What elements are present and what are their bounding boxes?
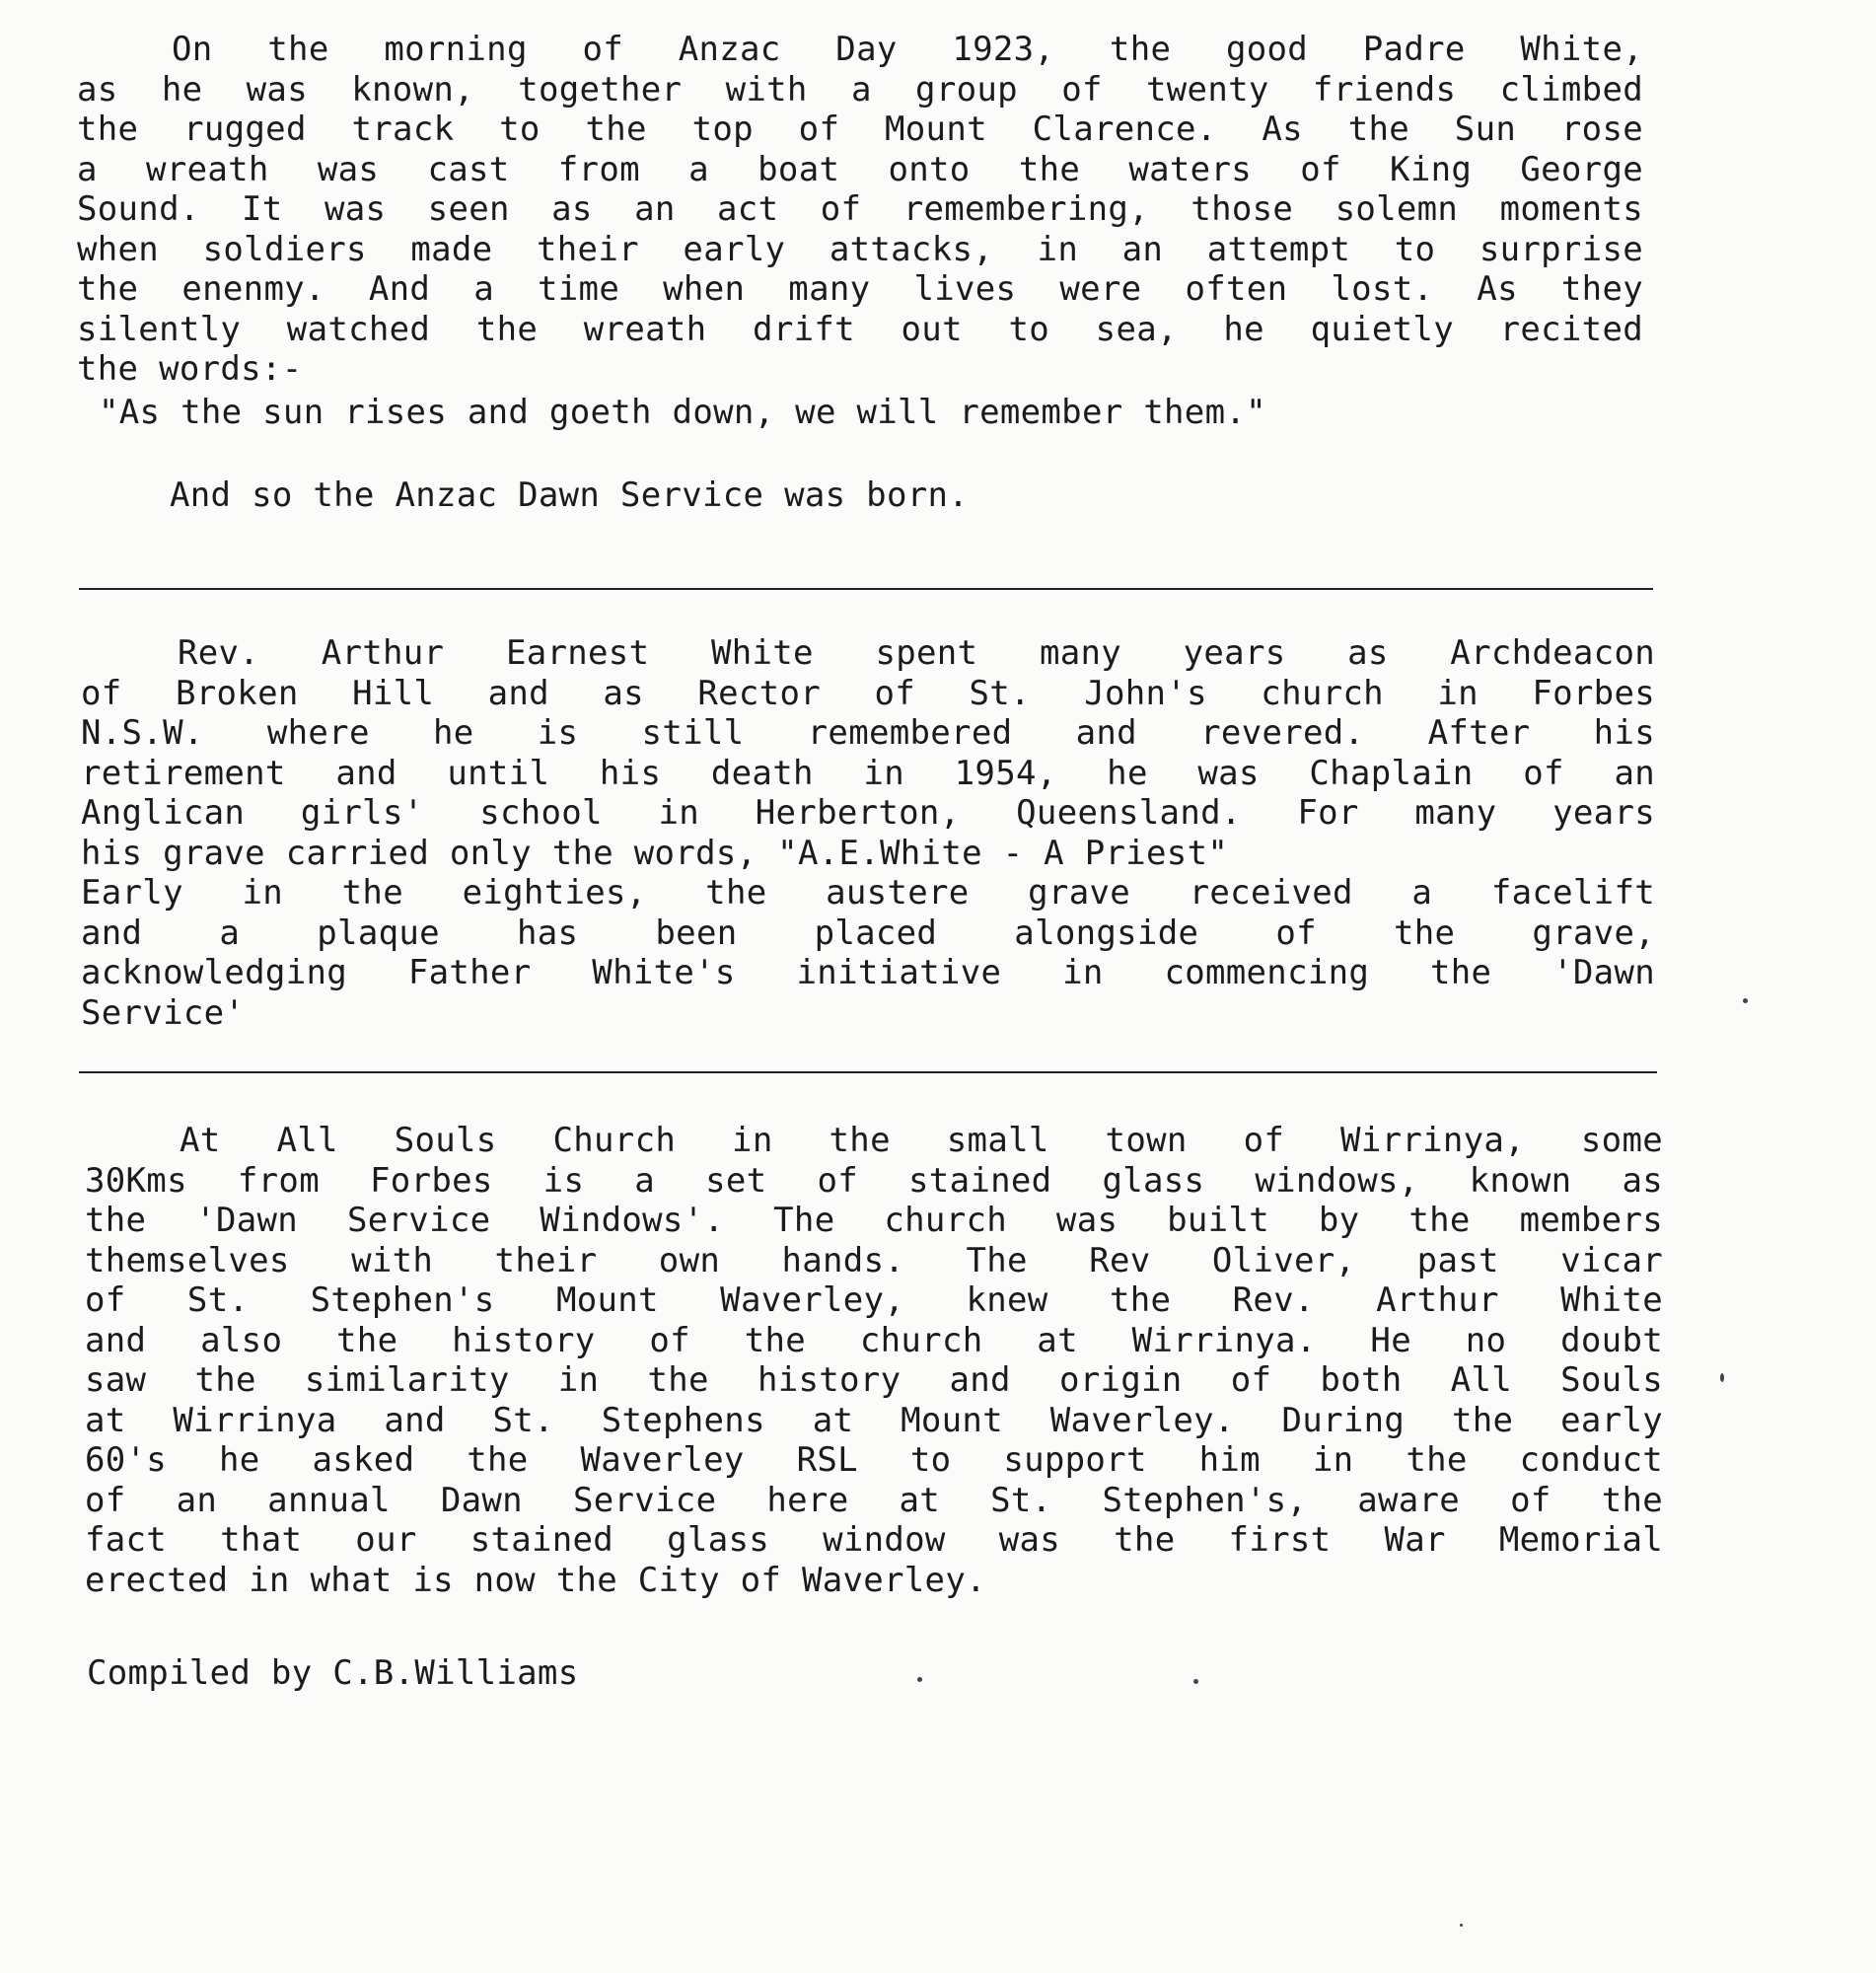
section-3-line: erected in what is now the City of Waverley. bbox=[85, 1560, 986, 1600]
section-divider bbox=[79, 1071, 1657, 1073]
section-1-line: the enenmy. And a time when many lives were often lost. As they bbox=[77, 269, 1643, 309]
section-3-line: At All Souls Church in the small town of Wirrinya, some bbox=[180, 1121, 1663, 1160]
section-2-line: Early in the eighties, the austere grave received a facelift bbox=[81, 873, 1655, 913]
section-1-line: Sound. It was seen as an act of remembering, those solemn moments bbox=[77, 189, 1643, 229]
section-3-paragraph bbox=[85, 1121, 1663, 1600]
section-1-line: On the morning of Anzac Day 1923, the good Padre White, bbox=[172, 30, 1643, 69]
section-3-line: the 'Dawn Service Windows'. The church was built by the members bbox=[85, 1201, 1663, 1240]
scan-speck bbox=[917, 1677, 922, 1682]
remembrance-quote: "As the sun rises and goeth down, we will remember them." bbox=[99, 393, 1266, 432]
section-1-line: as he was known, together with a group of twenty friends climbed bbox=[77, 69, 1643, 110]
section-1-closing: And so the Anzac Dawn Service was born. bbox=[170, 475, 970, 515]
section-1-line: the rugged track to the top of Mount Clarence. As the Sun rose bbox=[77, 110, 1643, 149]
section-2-line: acknowledging Father White's initiative in commencing the 'Dawn bbox=[81, 953, 1655, 992]
section-3-line: of an annual Dawn Service here at St. Stephen's, aware of the bbox=[85, 1480, 1663, 1520]
section-3-line: 60's he asked the Waverley RSL to support him in the conduct bbox=[85, 1440, 1663, 1480]
section-2-line: Anglican girls' school in Herberton, Queensland. For many years bbox=[81, 793, 1655, 833]
scan-speck bbox=[1460, 1924, 1463, 1927]
section-1-line: silently watched the wreath drift out to sea, he quietly recited bbox=[77, 309, 1643, 349]
section-3-line: of St. Stephen's Mount Waverley, knew the Rev. Arthur White bbox=[85, 1280, 1663, 1320]
section-divider bbox=[79, 588, 1653, 590]
section-1-line: the words:- bbox=[77, 349, 303, 389]
compiler-credit: Compiled by C.B.Williams bbox=[87, 1653, 579, 1693]
section-2-line: and a plaque has been placed alongside of the grave, bbox=[81, 913, 1655, 953]
section-2-line: Service' bbox=[81, 992, 246, 1033]
section-2-line: retirement and until his death in 1954, he was Chaplain of an bbox=[81, 753, 1655, 793]
section-3-line: at Wirrinya and St. Stephens at Mount Waverley. During the early bbox=[85, 1400, 1663, 1440]
section-2-line: N.S.W. where he is still remembered and revered. After his bbox=[81, 713, 1655, 753]
section-3-line: and also the history of the church at Wirrinya. He no doubt bbox=[85, 1320, 1663, 1360]
section-1-line: when soldiers made their early attacks, in an attempt to surprise bbox=[77, 229, 1643, 269]
section-2-line: his grave carried only the words, "A.E.White - A Priest" bbox=[81, 833, 1229, 873]
section-2-line: Rev. Arthur Earnest White spent many years as Archdeacon bbox=[178, 633, 1655, 673]
section-3-line: 30Kms from Forbes is a set of stained glass windows, known as bbox=[85, 1160, 1663, 1201]
section-2-paragraph bbox=[81, 633, 1655, 1033]
section-3-line: saw the similarity in the history and origin of both All Souls bbox=[85, 1360, 1663, 1400]
scan-speck bbox=[1743, 998, 1748, 1003]
section-2-line: of Broken Hill and as Rector of St. John's church in Forbes bbox=[81, 673, 1655, 713]
scan-speck bbox=[1193, 1679, 1198, 1684]
section-3-line: fact that our stained glass window was the first War Memorial bbox=[85, 1520, 1663, 1560]
section-3-line: themselves with their own hands. The Rev Oliver, past vicar bbox=[85, 1240, 1663, 1280]
scan-speck bbox=[1720, 1373, 1724, 1382]
section-1-line: a wreath was cast from a boat onto the waters of King George bbox=[77, 149, 1643, 189]
section-1-paragraph bbox=[77, 30, 1643, 390]
